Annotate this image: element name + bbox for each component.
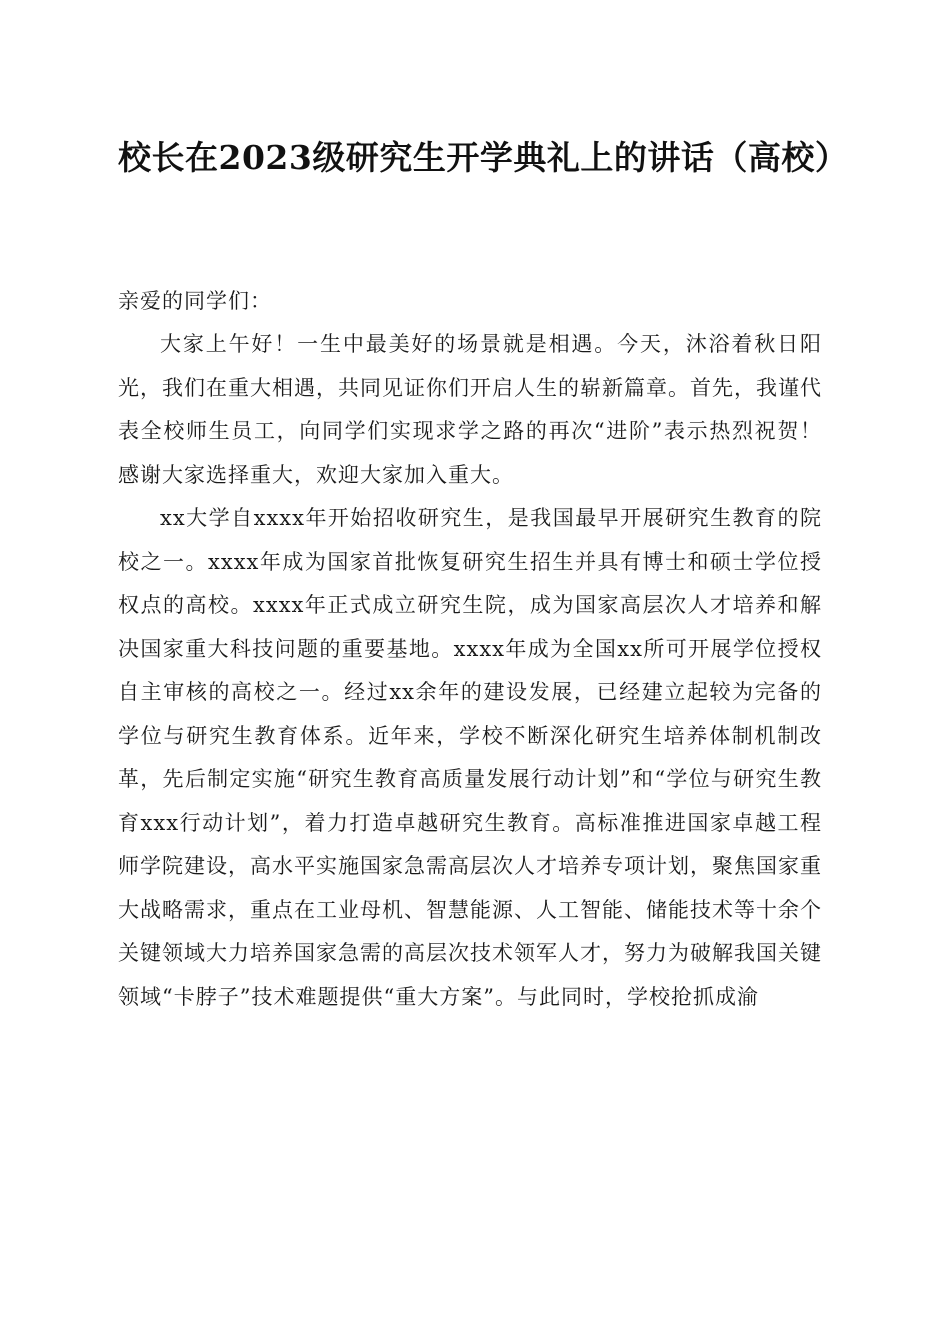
document-body bbox=[118, 280, 822, 1019]
paragraph-2: xx大学自xxxx年开始招收研究生，是我国最早开展研究生教育的院校之一。xxxx年成为国家首批恢复研究生招生并具有博士和硕士学位授权点的高校。xxxx年正式成立研究生院，成为国家高层次人才培养和解决国家重大科技问题的重要基地。xxxx年成为全国xx所可开展学位授权自主审核的高校之一。经过xx余年的建设发展，已经建立起较为完备的学位与研究生教育体系。近年来，学校不断深化研究生培养体制机制改革，先后制定实施“研究生教育高质量发展行动计划”和“学位与研究生教育xxx行动计划”，着力打造卓越研究生教育。高标准推进国家卓越工程师学院建设，高水平实施国家急需高层次人才培养专项计划，聚焦国家重大战略需求，重点在工业母机、智慧能源、人工智能、储能技术等十余个关键领域大力培养国家急需的高层次技术领军人才，努力为破解我国关键领域“卡脖子”技术难题提供“重大方案”。与此同时，学校抢抓成渝 bbox=[118, 506, 822, 1009]
salutation: 亲爱的同学们： bbox=[118, 289, 272, 313]
document-title: 校长在2023级研究生开学典礼上的讲话（高校） bbox=[118, 138, 849, 177]
paragraph-1: 大家上午好！一生中最美好的场景就是相遇。今天，沐浴着秋日阳光，我们在重大相遇，共同见证你们开启人生的崭新篇章。首先，我谨代表全校师生员工，向同学们实现求学之路的再次“进阶”表示热烈祝贺！感谢大家选择重大，欢迎大家加入重大。 bbox=[118, 332, 822, 487]
